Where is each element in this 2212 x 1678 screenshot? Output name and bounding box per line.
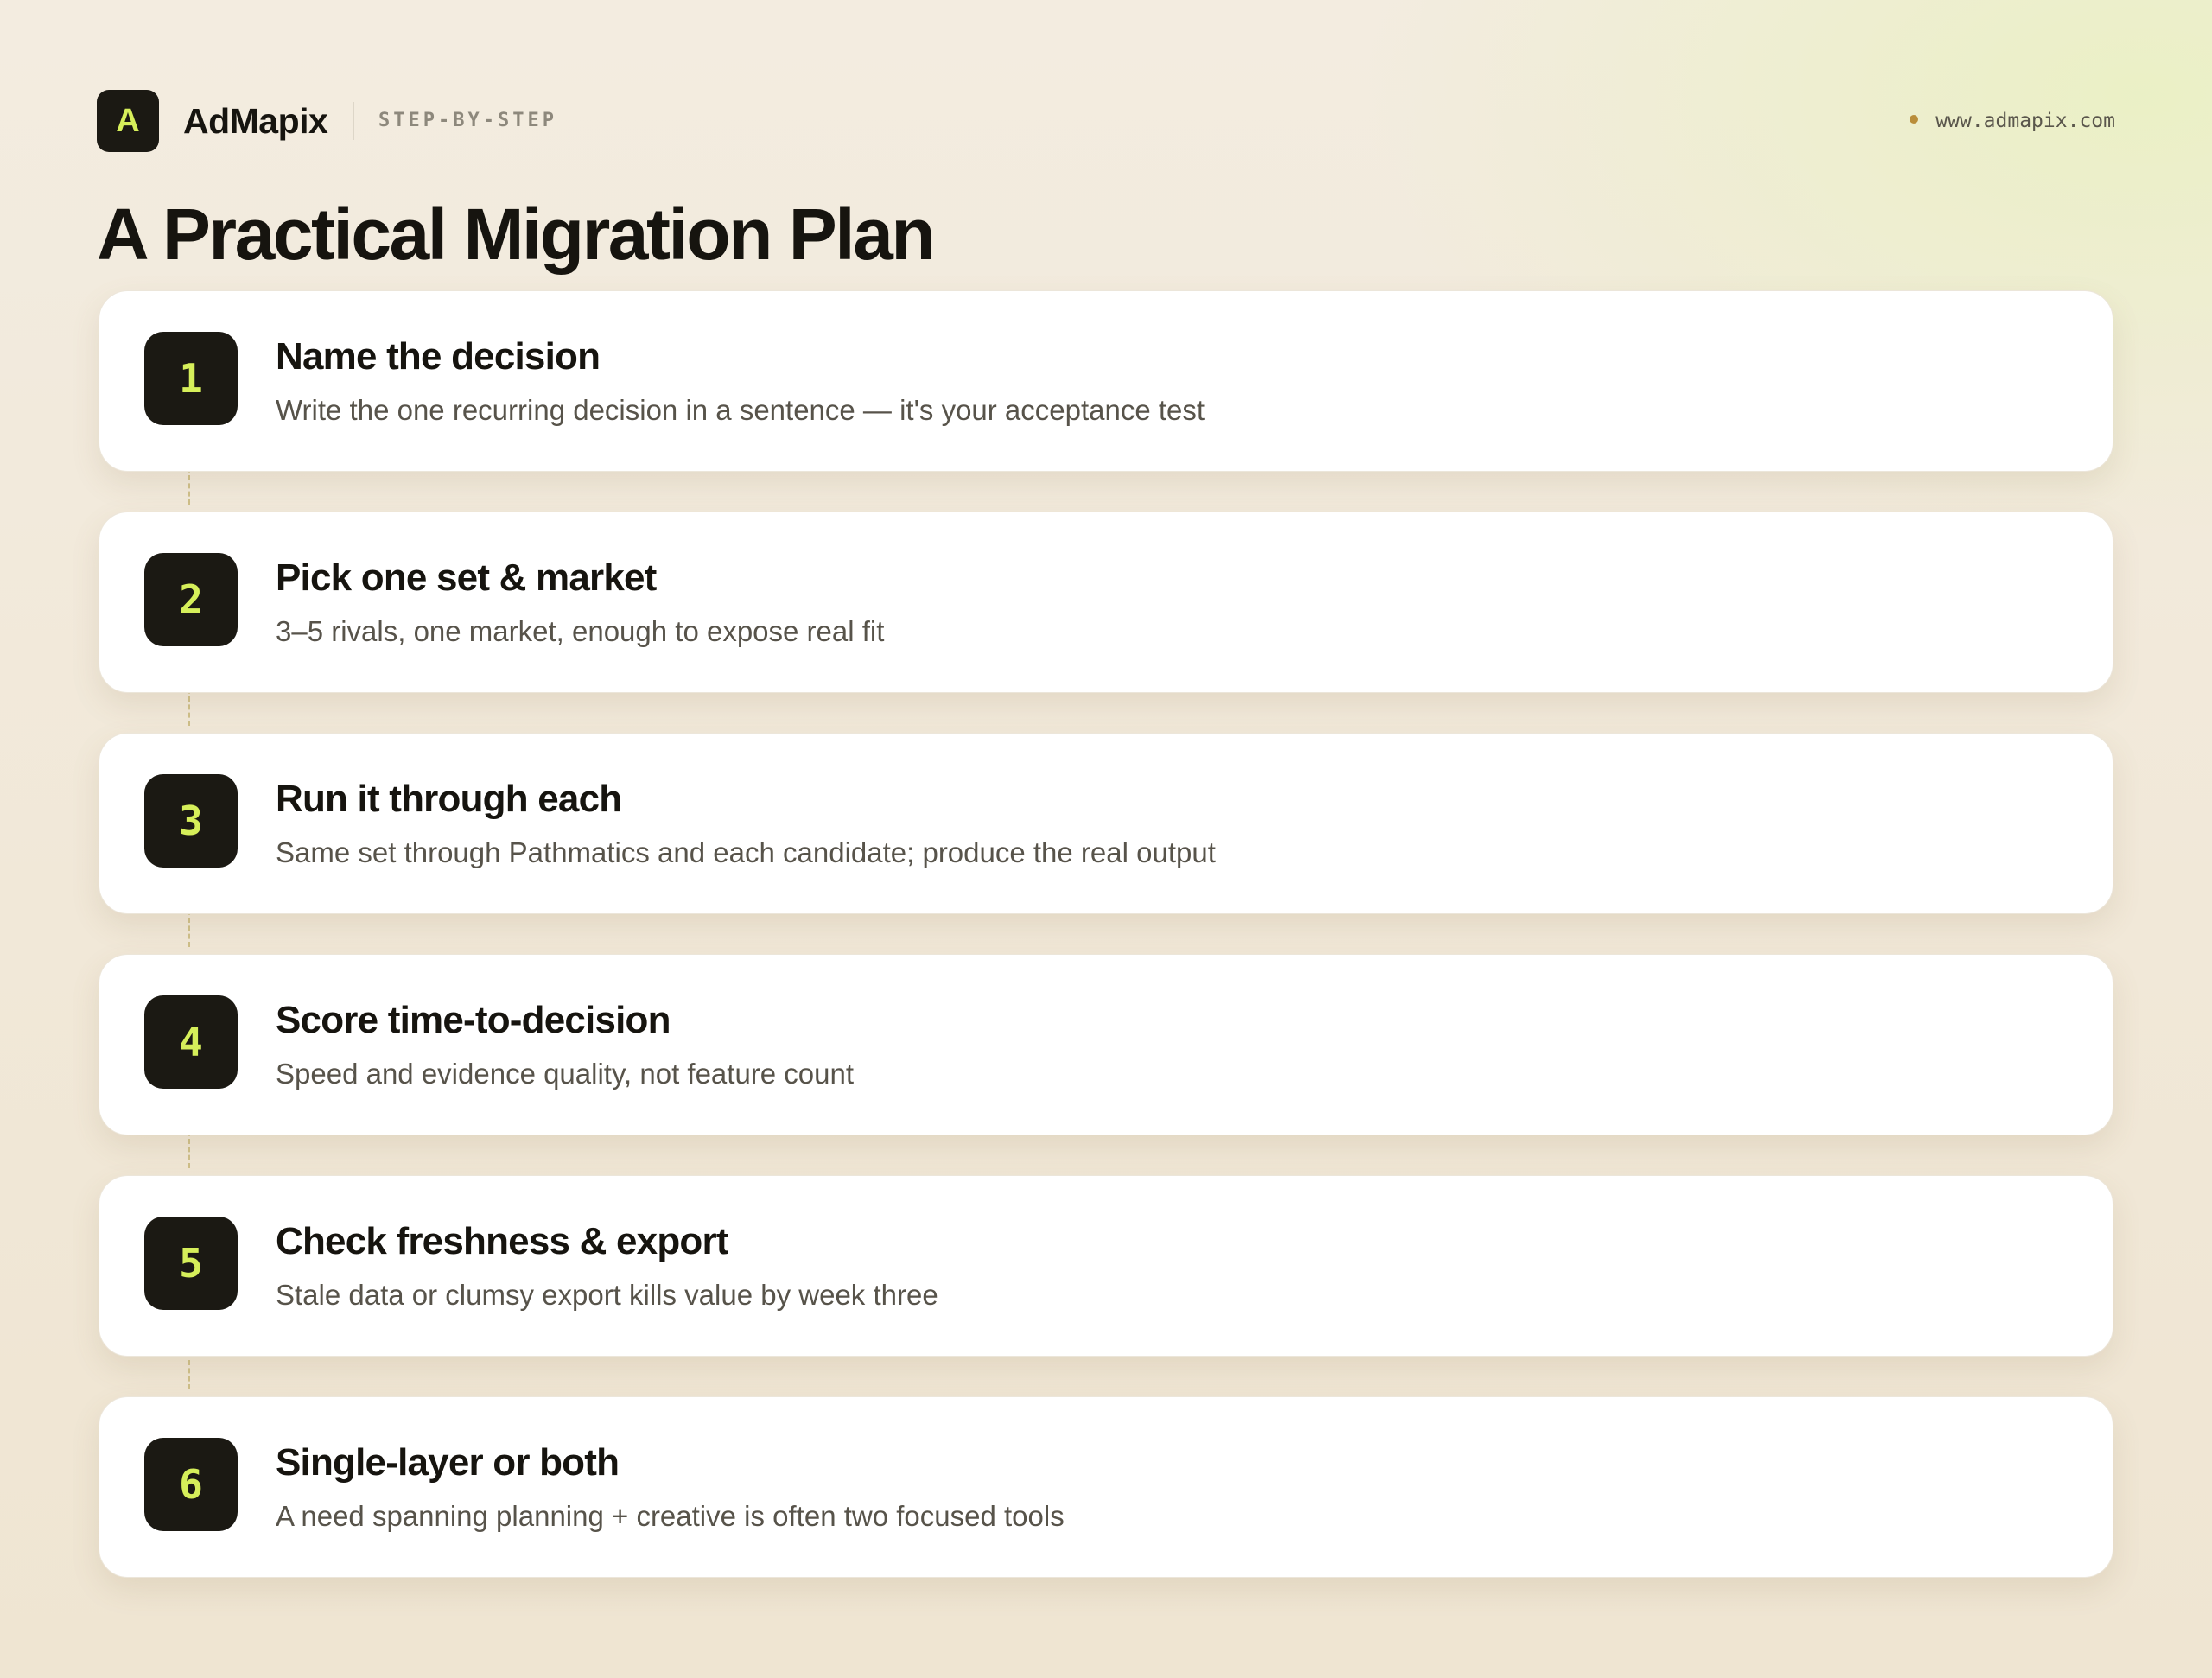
header-divider [353,102,354,140]
step-card-3 [99,733,2113,914]
step-card-4 [99,954,2113,1135]
step-description: Speed and evidence quality, not feature count [276,1058,855,1090]
step-title: Name the decision [276,335,601,378]
step-number-badge: 3 [144,774,238,868]
step-number-badge: 4 [144,995,238,1089]
step-card-1 [99,290,2113,472]
website-link[interactable] [1910,90,2115,152]
page-title: A Practical Migration Plan [97,194,934,275]
step-number-badge: 1 [144,332,238,425]
step-description: Same set through Pathmatics and each candidate; produce the real output [276,836,1216,868]
step-title: Check freshness & export [276,1220,728,1262]
step-description: 3–5 rivals, one market, enough to expose real fit [276,615,885,647]
dot-icon [1910,115,1918,124]
step-description: Write the one recurring decision in a sentence — it's your acceptance test [276,394,1205,426]
brand-name: AdMapix [183,101,328,141]
step-title: Single-layer or both [276,1441,620,1484]
step-card-2 [99,512,2113,693]
step-number-badge: 5 [144,1217,238,1310]
step-description: Stale data or clumsy export kills value by week three [276,1279,938,1311]
brand-logo: A [97,90,159,152]
step-card-5 [99,1175,2113,1357]
step-description: A need spanning planning + creative is often two focused tools [276,1500,1065,1532]
section-tag: STEP-BY-STEP [378,110,557,131]
step-title: Pick one set & market [276,556,657,599]
step-title: Run it through each [276,778,622,820]
step-card-6 [99,1396,2113,1578]
step-number-badge: 6 [144,1438,238,1531]
step-number-badge: 2 [144,553,238,646]
website-url: www.admapix.com [1936,110,2115,132]
header [97,90,2115,152]
step-title: Score time-to-decision [276,999,671,1041]
